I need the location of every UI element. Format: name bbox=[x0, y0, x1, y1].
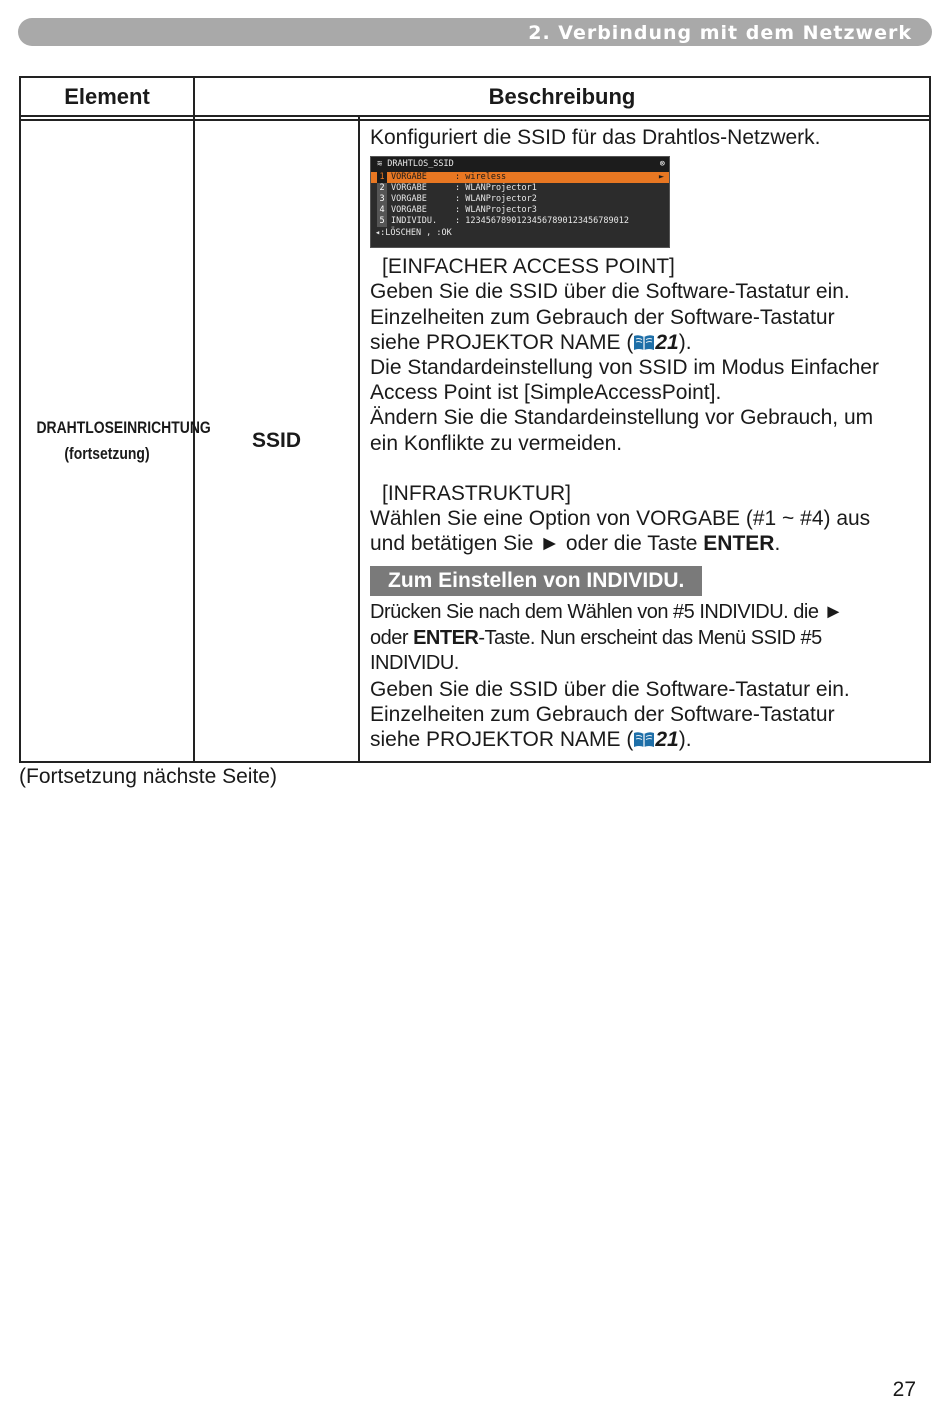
continued-note: (Fortsetzung nächste Seite) bbox=[19, 765, 277, 788]
column-header-element: Element bbox=[20, 77, 194, 116]
description-line bbox=[370, 330, 919, 355]
description-line: ein Konflikte zu vermeiden. bbox=[370, 431, 623, 455]
menu-row-label: VORGABE bbox=[391, 194, 427, 205]
menu-title: DRAHTLOS_SSID bbox=[387, 159, 454, 170]
section-header-bar bbox=[18, 18, 932, 46]
infrastructure-heading: [INFRASTRUKTUR] bbox=[382, 481, 571, 505]
column-header-description: Beschreibung bbox=[194, 77, 930, 116]
description-line: Die Standardeinstellung von SSID im Modus Einfacher bbox=[370, 356, 879, 380]
settings-table bbox=[19, 76, 931, 763]
individu-banner: Zum Einstellen von INDIVIDU. bbox=[370, 566, 702, 596]
description-line bbox=[370, 626, 919, 652]
description-line bbox=[370, 531, 919, 556]
description-line: Geben Sie die SSID über die Software-Tastatur ein. bbox=[370, 280, 850, 304]
menu-row-number: 2 bbox=[377, 183, 387, 194]
intro-text: Konfiguriert die SSID für das Drahtlos-Netzwerk. bbox=[370, 126, 821, 149]
section-title: 2. Verbindung mit dem Netzwerk bbox=[528, 22, 912, 44]
menu-title-bar bbox=[371, 157, 669, 172]
description-line: INDIVIDU. bbox=[370, 652, 459, 675]
menu-row-label: INDIVIDU. bbox=[391, 216, 438, 227]
menu-row-number: 3 bbox=[377, 194, 387, 205]
wifi-icon: ≋ bbox=[377, 159, 383, 170]
page-number: 27 bbox=[892, 1378, 916, 1401]
page-reference-link[interactable]: 21 bbox=[655, 728, 679, 752]
text-segment: -Taste. Nun erscheint das Menü SSID #5 bbox=[478, 626, 822, 649]
table-row bbox=[20, 120, 930, 762]
menu-row-number: 4 bbox=[377, 205, 387, 216]
close-icon: ⊗ bbox=[659, 159, 665, 170]
description-line: Access Point ist [SimpleAccessPoint]. bbox=[370, 381, 722, 405]
menu-row-label: VORGABE bbox=[391, 183, 427, 194]
text-segment: siehe PROJEKTOR NAME ( bbox=[370, 330, 634, 354]
text-segment: ). bbox=[678, 728, 692, 752]
individu-instructions bbox=[370, 600, 919, 677]
book-reference-icon bbox=[633, 731, 655, 748]
description-line bbox=[370, 727, 919, 752]
menu-row-label: VORGABE bbox=[391, 205, 427, 216]
enter-key-label: ENTER bbox=[413, 626, 479, 649]
text-segment: und betätigen Sie ► oder die Taste bbox=[370, 532, 704, 556]
menu-row bbox=[371, 183, 669, 194]
book-reference-icon bbox=[633, 334, 655, 351]
menu-row-number: 5 bbox=[377, 216, 387, 227]
menu-row-value: : WLANProjector1 bbox=[455, 183, 537, 194]
text-segment: siehe PROJEKTOR NAME ( bbox=[370, 728, 634, 752]
enter-key-label: ENTER bbox=[703, 532, 775, 556]
description-line: Wählen Sie eine Option von VORGABE (#1 ~ #4) aus bbox=[370, 507, 871, 531]
text-segment: oder bbox=[370, 626, 414, 649]
menu-row bbox=[371, 172, 669, 183]
description-line: Geben Sie die SSID über die Software-Tastatur ein. bbox=[370, 677, 850, 701]
description-line: Ändern Sie die Standardeinstellung vor Gebrauch, um bbox=[370, 406, 874, 430]
page-reference-link[interactable]: 21 bbox=[655, 330, 679, 354]
ssid-menu-screenshot bbox=[370, 156, 670, 248]
menu-row bbox=[371, 194, 669, 205]
menu-row-number: 1 bbox=[377, 172, 387, 183]
description-line: Einzelheiten zum Gebrauch der Software-Tastatur bbox=[370, 305, 835, 329]
text-segment: . bbox=[774, 532, 781, 556]
description-cell bbox=[359, 120, 930, 762]
spacer bbox=[370, 456, 919, 481]
menu-footer bbox=[371, 228, 669, 239]
element-note: (fortsetzung) bbox=[64, 443, 150, 463]
menu-row-value: : 12345678901234567890123456789012 bbox=[455, 216, 629, 227]
simple-ap-heading: [EINFACHER ACCESS POINT] bbox=[382, 255, 675, 279]
description-line: Einzelheiten zum Gebrauch der Software-Tastatur bbox=[370, 703, 835, 727]
element-name: DRAHTLOSEINRICHTUNG bbox=[36, 417, 211, 437]
item-cell: SSID bbox=[194, 120, 359, 762]
menu-row bbox=[371, 216, 669, 227]
menu-footer-text: :LÖSCHEN , :OK bbox=[380, 228, 452, 239]
play-arrow-icon: ► bbox=[658, 172, 664, 183]
back-icon: ◂ bbox=[375, 228, 381, 239]
menu-row-value: : WLANProjector3 bbox=[455, 205, 537, 216]
menu-row bbox=[371, 205, 669, 216]
text-segment: ). bbox=[678, 330, 692, 354]
description-line: Drücken Sie nach dem Wählen von #5 INDIVIDU. die ► bbox=[370, 601, 843, 624]
menu-row-label: VORGABE bbox=[391, 172, 427, 183]
menu-row-value: : wireless bbox=[455, 172, 507, 183]
element-cell bbox=[36, 120, 211, 762]
menu-row-value: : WLANProjector2 bbox=[455, 194, 537, 205]
